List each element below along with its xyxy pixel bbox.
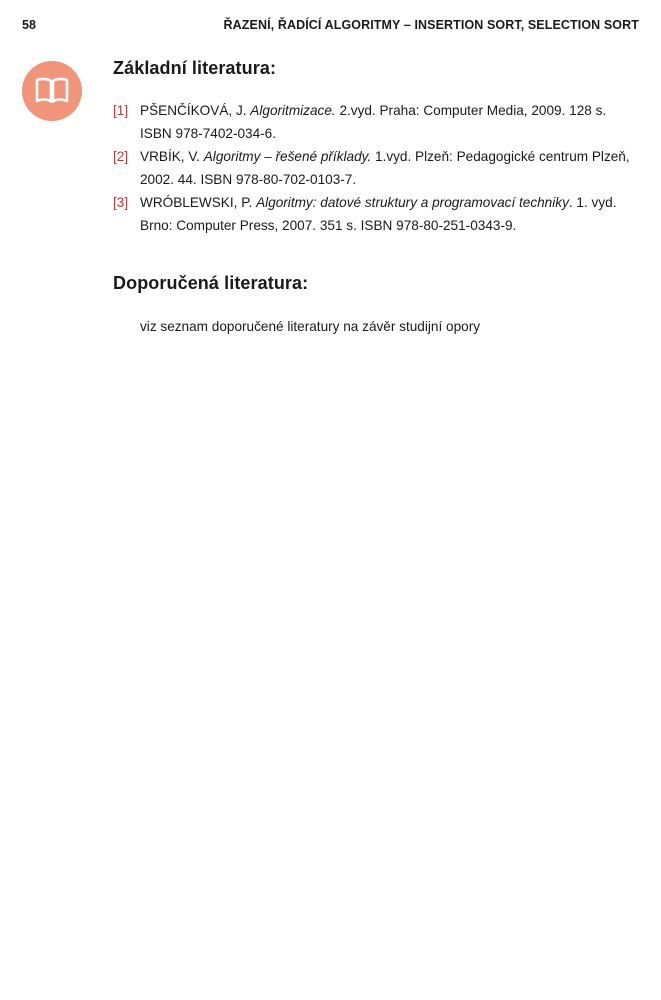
- basic-literature-heading: Základní literatura:: [113, 58, 277, 78]
- reference-author: PŠENČÍKOVÁ, J.: [140, 103, 251, 118]
- reference-title: Algoritmizace.: [250, 103, 336, 118]
- reference-item: [113, 191, 641, 237]
- reference-list: [113, 99, 641, 237]
- book-icon: [22, 61, 82, 121]
- reference-author: WRÓBLEWSKI, P.: [140, 195, 257, 210]
- recommended-literature-text: viz seznam doporučené literatury na závěr studijní opory: [140, 319, 481, 334]
- reference-item: [113, 145, 641, 191]
- reference-item: [113, 99, 641, 145]
- reference-number: [2]: [113, 149, 129, 164]
- reference-details: 1.vyd. Plzeň: Pedagogické centrum Plzeň, 2002. 44. ISBN 978-80-702-0103-7.: [140, 149, 630, 187]
- reference-author: VRBÍK, V.: [140, 149, 204, 164]
- page-number: 58: [22, 18, 37, 32]
- reference-number: [1]: [113, 103, 129, 118]
- recommended-literature-heading: Doporučená literatura:: [113, 273, 309, 293]
- reference-number: [3]: [113, 195, 129, 210]
- reference-title: Algoritmy: datové struktury a programovací techniky: [256, 195, 569, 210]
- book-icon-glyph: [35, 77, 69, 105]
- reference-title: Algoritmy – řešené příklady.: [203, 149, 372, 164]
- reference-details: 2.vyd. Praha: Computer Media, 2009. 128 s. ISBN 978-7402-034-6.: [140, 103, 607, 141]
- chapter-title: ŘAZENÍ, ŘADÍCÍ ALGORITMY – INSERTION SORT, SELECTION SORT: [223, 18, 639, 32]
- page-header: [22, 15, 639, 35]
- reference-details: . 1. vyd. Brno: Computer Press, 2007. 351 s. ISBN 978-80-251-0343-9.: [140, 195, 617, 233]
